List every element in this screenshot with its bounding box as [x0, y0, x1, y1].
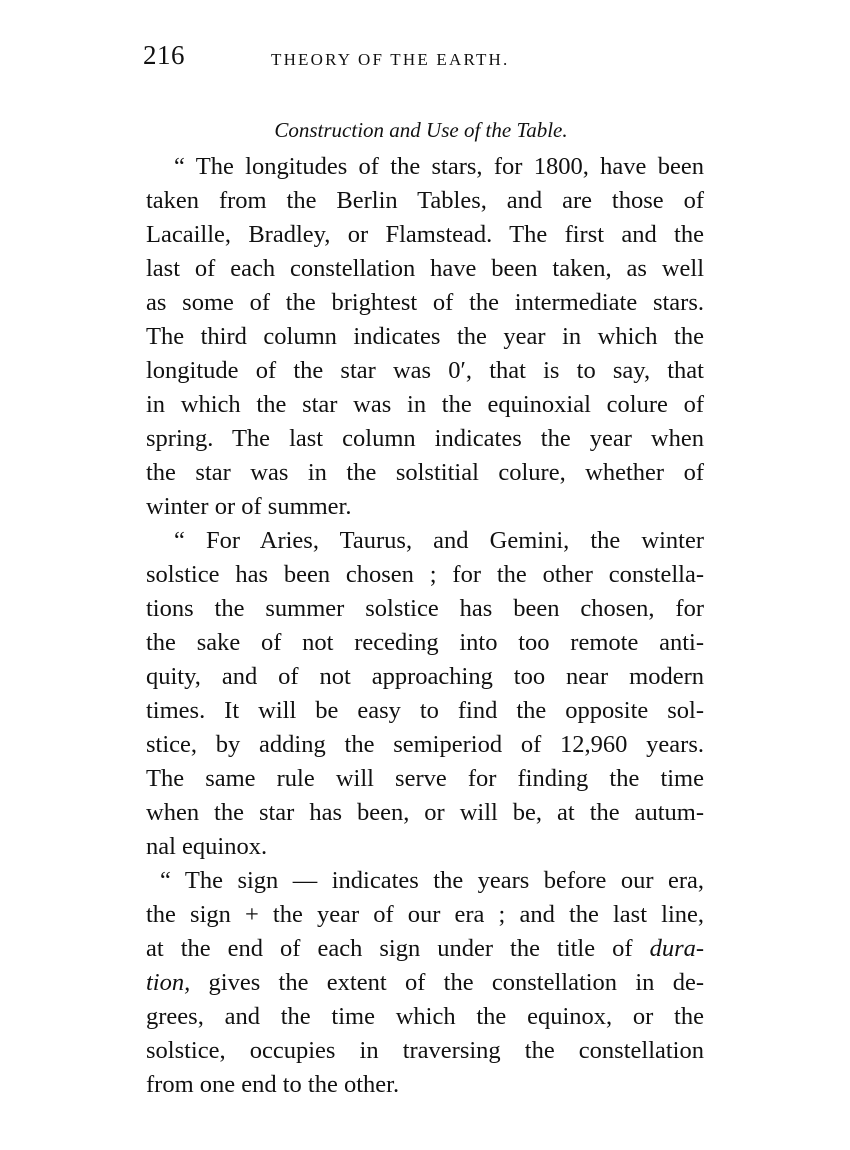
text-line: grees, and the time which the equinox, or the	[146, 1003, 704, 1030]
text-line-with-italic	[146, 932, 704, 966]
running-title: THEORY OF THE EARTH.	[271, 50, 510, 69]
paragraph-3	[146, 864, 704, 1102]
italic-word: dura-	[649, 935, 705, 962]
text-line: Lacaille, Bradley, or Flamstead. The first and the	[146, 221, 704, 248]
text-line: from one end to the other.	[146, 1071, 400, 1098]
text-line: the sign + the year of our era ; and the last line,	[146, 901, 704, 928]
italic-word: tion,	[146, 969, 191, 996]
text-line: times. It will be easy to find the opposite sol-	[146, 697, 704, 724]
section-heading	[143, 118, 703, 143]
text-line: the star was in the solstitial colure, whether of	[146, 459, 704, 486]
text-line: when the star has been, or will be, at the autum-	[146, 799, 704, 826]
text-line: nal equinox.	[146, 833, 268, 860]
text-line-part: at the end of each sign under the title of	[146, 935, 633, 962]
text-line: last of each constellation have been taken, as well	[146, 255, 704, 282]
text-line: in which the star was in the equinoxial colure of	[146, 391, 704, 418]
text-line: “ For Aries, Taurus, and Gemini, the winter	[174, 527, 704, 554]
page-number: 216	[143, 40, 185, 70]
body-text	[146, 150, 704, 1102]
text-line-part: gives the extent of the constellation in de-	[208, 969, 704, 996]
running-head	[143, 40, 703, 80]
text-line: the sake of not receding into too remote anti-	[146, 629, 704, 656]
text-line: solstice, occupies in traversing the constellation	[146, 1037, 704, 1064]
text-line: quity, and of not approaching too near modern	[146, 663, 704, 690]
text-line: spring. The last column indicates the year when	[146, 425, 704, 452]
text-line: solstice has been chosen ; for the other constella-	[146, 561, 704, 588]
text-line: The third column indicates the year in which the	[146, 323, 704, 350]
text-line: stice, by adding the semiperiod of 12,960 years.	[146, 731, 704, 758]
text-line: as some of the brightest of the intermediate stars.	[146, 289, 704, 316]
text-line: winter or of summer.	[146, 493, 352, 520]
paragraph-2	[146, 524, 704, 864]
text-line: tions the summer solstice has been chosen, for	[146, 595, 704, 622]
text-line: The same rule will serve for finding the time	[146, 765, 704, 792]
text-line-with-italic	[146, 966, 704, 1000]
text-line: longitude of the star was 0′, that is to say, that	[146, 357, 704, 384]
text-line: “ The sign — indicates the years before our era,	[160, 867, 704, 894]
section-heading-text: Construction and Use of the Table.	[274, 118, 568, 142]
text-line: “ The longitudes of the stars, for 1800, have been	[174, 153, 704, 180]
paragraph-1	[146, 150, 704, 524]
text-line: taken from the Berlin Tables, and are those of	[146, 187, 704, 214]
